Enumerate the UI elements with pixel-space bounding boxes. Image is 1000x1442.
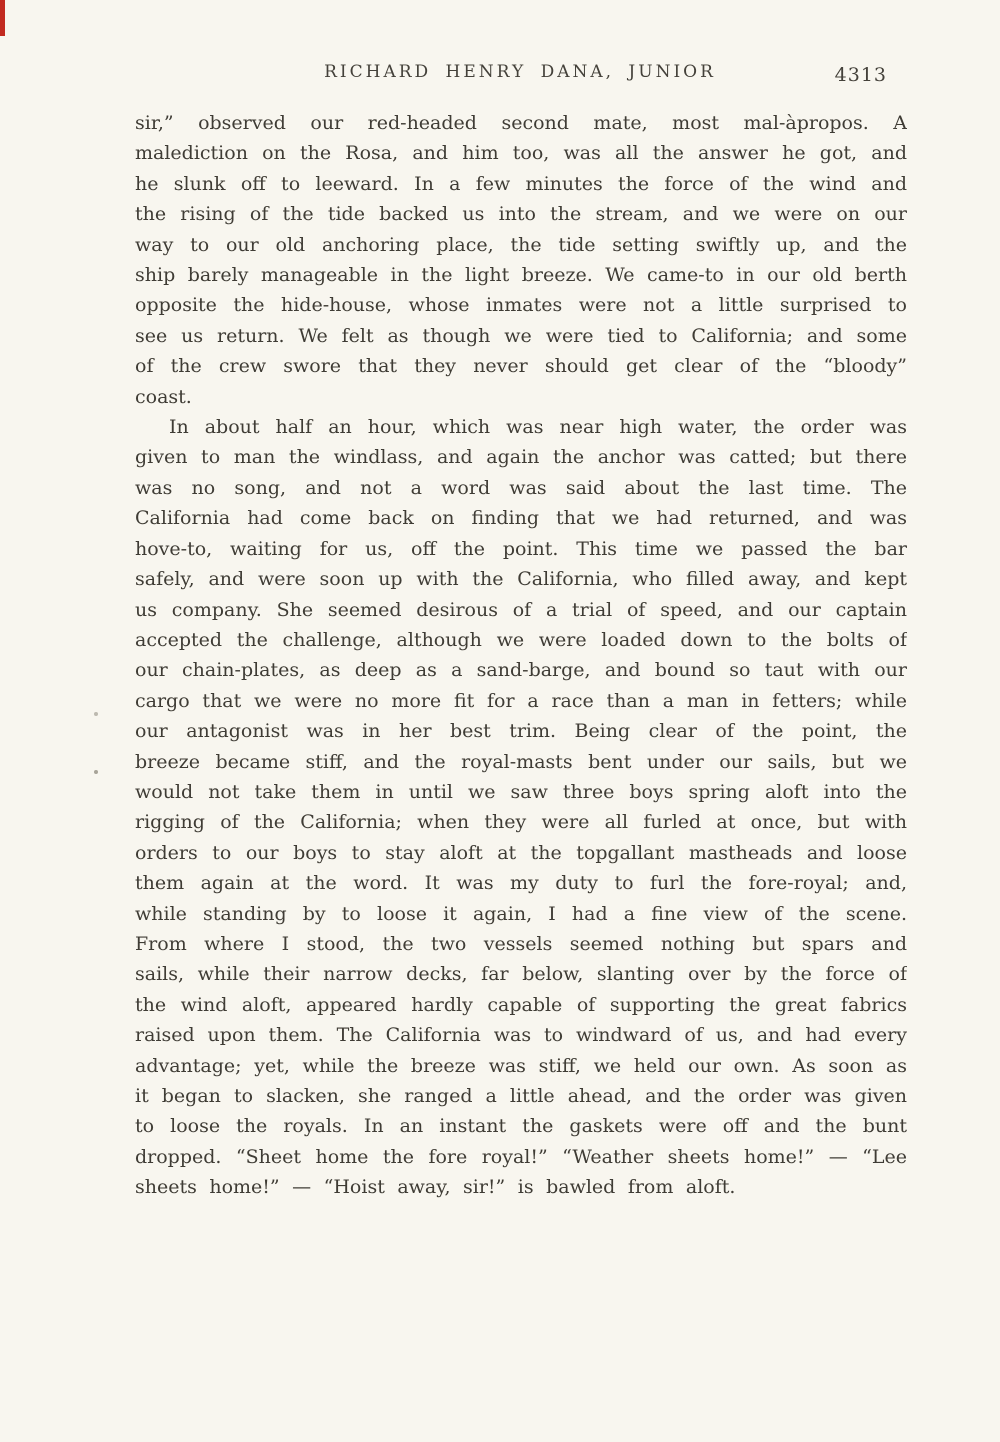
running-header-title: RICHARD HENRY DANA, JUNIOR <box>324 62 716 82</box>
page-body <box>135 108 907 1398</box>
margin-speck <box>94 712 98 716</box>
margin-speck <box>94 770 98 774</box>
page-number: 4313 <box>834 64 887 86</box>
paragraph: In about half an hour, which was near high water, the order was given to man the windlass, and again the anchor was catted; but there was no song, and not a word was said about the last time. The California had come back on finding that we had returned, and was hove-to, waiting for us, off the point. This time we passed the bar safely, and were soon up with the California, who filled away, and kept us company. She seemed desirous of a trial of speed, and our captain accepted the challenge, although we were loaded down to the bolts of our chain-plates, as deep as a sand-barge, and bound so taut with our cargo that we were no more fit for a race than a man in fetters; while our antagonist was in her best trim. Being clear of the point, the breeze became stiff, and the royal-masts bent under our sails, but we would not take them in until we saw three boys spring aloft into the rigging of the California; when they were all furled at once, but with orders to our boys to stay aloft at the topgallant mastheads and loose them again at the word. It was my duty to furl the fore-royal; and, while standing by to loose it again, I had a fine view of the scene. From where I stood, the two vessels seemed nothing but spars and sails, while their narrow decks, far below, slanting over by the force of the wind aloft, appeared hardly capable of supporting the great fabrics raised upon them. The California was to windward of us, and had every advantage; yet, while the breeze was stiff, we held our own. As soon as it began to slacken, she ranged a little ahead, and the order was given to loose the royals. In an instant the gaskets were off and the bunt dropped. “Sheet home the fore royal!” “Weather sheets home!” — “Lee sheets home!” — “Hoist away, sir!” is bawled from aloft. <box>135 416 907 1199</box>
page-header <box>135 62 905 92</box>
scan-artifact-red-mark <box>0 0 5 36</box>
paragraph-continuation: sir,” observed our red-headed second mate, most mal-àpropos. A malediction on the Rosa, and him too, was all the answer he got, and he slunk off to leeward. In a few minutes the force of the wind and the rising of the tide backed us into the stream, and we were on our way to our old anchoring place, the tide setting swiftly up, and the ship barely manageable in the light breeze. We came-to in our old berth opposite the hide-house, whose inmates were not a little surprised to see us return. We felt as though we were tied to California; and some of the crew swore that they never should get clear of the “bloody” coast. <box>135 112 907 408</box>
